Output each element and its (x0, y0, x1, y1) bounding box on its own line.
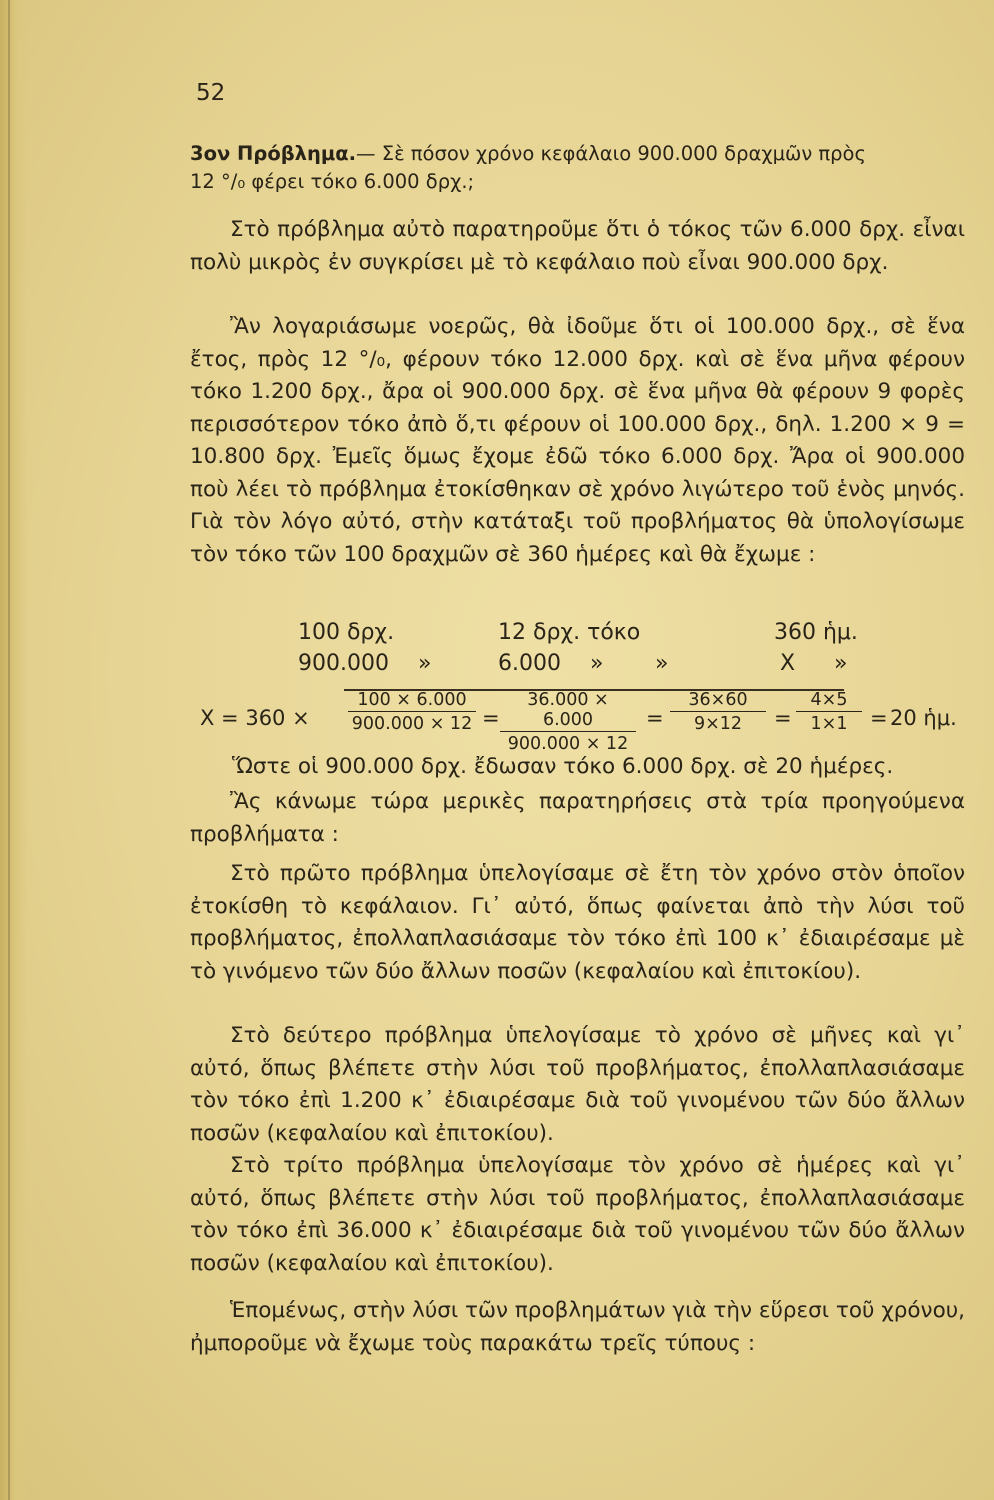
problem-question-line2: 12 °/₀ φέρει τόκο 6.000 δρχ.; (190, 170, 475, 193)
table-time-1: 360 ἡμ. (774, 620, 858, 645)
formula-fraction-4 (796, 690, 862, 735)
paragraph-observations-intro: Ἂς κάνωμε τώρα μερικὲς παρατηρήσεις στὰ τρία προηγούμενα προβλήματα : (190, 789, 965, 847)
table-interest-1: 12 δρχ. τόκο (498, 620, 641, 645)
fraction-1-numerator: 100 × 6.000 (348, 690, 476, 712)
page-edge-shadow (0, 0, 28, 1500)
table-time-2: X (780, 651, 796, 676)
problem-statement (190, 140, 965, 196)
fraction-3-denominator: 9×12 (693, 714, 743, 734)
formula-fraction-3 (670, 690, 766, 735)
formula-fraction-1 (348, 690, 476, 735)
table-capital-2: 900.000 (298, 651, 389, 676)
paragraph-third-problem: Στὸ τρίτο πρόβλημα ὑπελογίσαμε τὸν χρόνο σὲ ἡμέρες καὶ γι᾿ αὐτό, ὅπως βλέπετε στὴν λύσι τοῦ προβλήματος, ἐπολλαπλασιάσαμε τὸν τόκο ἐπὶ 36.000 κ᾿ ἐδιαιρέσαμε διὰ τοῦ γινομένου τῶν δύο ἄλλων ποσῶν (κεφαλαίου καὶ ἐπιτοκίου). (190, 1153, 965, 1276)
equals-sign-1: = (482, 706, 500, 730)
equals-sign-3: = (774, 706, 792, 730)
result-sentence: Ὥστε οἱ 900.000 δρχ. ἔδωσαν τόκο 6.000 δρχ. σὲ 20 ἡμέρες. (232, 754, 894, 779)
problem-question-line1: — Σὲ πόσον χρόνο κεφάλαιο 900.000 δραχμῶν πρὸς (356, 142, 866, 165)
paragraph-reasoning: Ἂν λογαριάσωμε νοερῶς, θὰ ἰδοῦμε ὅτι οἱ 100.000 δρχ., σὲ ἕνα ἔτος, πρὸς 12 °/₀, φέρουν τόκο 12.000 δρχ. καὶ σὲ ἕνα μῆνα φέρουν τόκο 1.200 δρχ., ἄρα οἱ 900.000 δρχ. σὲ ἕνα μῆνα θὰ φέρουν 9 φορὲς περισσότερον τόκο ἀπὸ ὅ,τι φέρουν οἱ 100.000 δρχ., δηλ. 1.200 × 9 = 10.800 δρχ. Ἐμεῖς ὅμως ἔχομε ἐδῶ τόκο 6.000 δρχ. Ἄρα οἱ 900.000 ποὺ λέει τὸ πρόβλημα ἐτοκίσθηκαν σὲ χρόνο λιγώτερο τοῦ ἑνὸς μηνός. Γιὰ τὸν λόγο αὐτό, στὴν κατάταξι τοῦ προβλήματος θὰ ὑπολογίσωμε τὸν τόκο τῶν 100 δραχμῶν σὲ 360 ἡμέρες καὶ θὰ ἔχωμε : (190, 314, 965, 567)
table-capital-1: 100 δρχ. (298, 620, 395, 645)
table-capital-mark: » (418, 651, 432, 676)
binding-edge (8, 0, 10, 1500)
table-interest-2: 6.000 (498, 651, 561, 676)
fraction-2-numerator: 36.000 × 6.000 (500, 690, 636, 732)
paragraph-conclusion: Ἑπομένως, στὴν λύσι τῶν προβλημάτων γιὰ τὴν εὕρεσι τοῦ χρόνου, ἠμποροῦμε νὰ ἔχωμε τοὺς παρακάτω τρεῖς τύπους : (190, 1298, 965, 1356)
problem-title: 3ον Πρόβλημα. (190, 142, 357, 165)
fraction-4-denominator: 1×1 (810, 714, 848, 734)
table-interest-mark2: » (655, 651, 669, 676)
formula (200, 690, 970, 754)
equals-sign-4: = (870, 706, 888, 730)
table-time-mark: » (834, 651, 848, 676)
formula-fraction-2 (500, 690, 636, 755)
paragraph-second-problem: Στὸ δεύτερο πρόβλημα ὑπελογίσαμε τὸ χρόνο σὲ μῆνες καὶ γι᾿ αὐτό, ὅπως βλέπετε στὴν λύσι τοῦ προβλήματος, ἐπολλαπλασιάσαμε τὸν τόκο ἐπὶ 1.200 κ᾿ ἐδιαιρέσαμε διὰ τοῦ γινομένου τῶν δύο ἄλλων ποσῶν (κεφαλαίου καὶ ἐπιτοκίου). (190, 1023, 965, 1146)
fraction-4-numerator: 4×5 (796, 690, 862, 712)
equals-sign-2: = (646, 706, 664, 730)
fraction-3-numerator: 36×60 (670, 690, 766, 712)
table-interest-mark1: » (590, 651, 604, 676)
formula-lhs: X = 360 × (200, 706, 310, 730)
formula-result: 20 ἡμ. (890, 706, 957, 730)
paragraph-first-problem: Στὸ πρῶτο πρόβλημα ὑπελογίσαμε σὲ ἔτη τὸν χρόνο στὸν ὁποῖον ἐτοκίσθη τὸ κεφάλαιον. Γι᾿ αὐτό, ὅπως φαίνεται ἀπὸ τὴν λύσι τοῦ προβλήματος, ἐπολλαπλασιάσαμε τὸν τόκο ἐπὶ 100 κ᾿ ἐδιαιρέσαμε μὲ τὸ γινόμενο τῶν δύο ἄλλων ποσῶν (κεφαλαίου καὶ ἐπιτοκίου). (190, 861, 965, 984)
fraction-1-denominator: 900.000 × 12 (351, 714, 473, 734)
paragraph-observation: Στὸ πρόβλημα αὐτὸ παρατηροῦμε ὅτι ὁ τόκος τῶν 6.000 δρχ. εἶναι πολὺ μικρὸς ἐν συγκρίσει μὲ τὸ κεφάλαιο ποὺ εἶναι 900.000 δρχ. (190, 217, 965, 275)
fraction-2-denominator: 900.000 × 12 (507, 734, 629, 754)
page-number: 52 (196, 80, 226, 106)
